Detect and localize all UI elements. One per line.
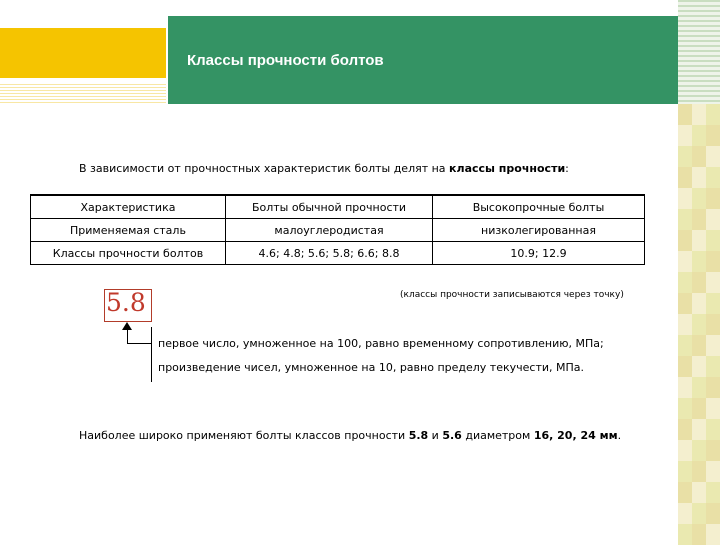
stripe-cell <box>706 209 720 230</box>
stripe-cell <box>706 104 720 125</box>
stripe-cell <box>692 125 706 146</box>
summary-part: и <box>428 429 443 442</box>
stripe-row <box>678 377 720 398</box>
stripe-cell <box>678 293 692 314</box>
intro-bold: классы прочности <box>449 162 566 175</box>
stripe-row <box>678 524 720 545</box>
table-row <box>31 219 645 242</box>
stripe-cell <box>692 461 706 482</box>
stripe-cell <box>706 146 720 167</box>
stripe-cell <box>678 419 692 440</box>
stripe-row <box>678 104 720 125</box>
table-header-row <box>31 195 645 219</box>
stripe-cell <box>692 482 706 503</box>
stripe-cell <box>706 167 720 188</box>
stripe-row <box>678 209 720 230</box>
stripe-cell <box>706 419 720 440</box>
summary-bold: 5.8 <box>408 429 429 442</box>
stripe-cell <box>678 230 692 251</box>
stripe-cell <box>678 503 692 524</box>
stripe-row <box>678 230 720 251</box>
stripe-cell <box>706 377 720 398</box>
summary-bold: 16, 20, 24 мм <box>533 429 618 442</box>
stripe-cell <box>678 209 692 230</box>
bracket-vertical <box>151 327 152 382</box>
stripe-row <box>678 188 720 209</box>
stripe-row <box>678 398 720 419</box>
stripe-cell <box>692 356 706 377</box>
header-yellow-lines <box>0 84 166 104</box>
summary-part: Наиболее широко применяют болты классов прочности <box>79 429 409 442</box>
notation-note: (классы прочности записываются через точку) <box>400 290 624 300</box>
table-cell: 4.6; 4.8; 5.6; 5.8; 6.6; 8.8 <box>226 242 433 265</box>
stripe-cell <box>692 293 706 314</box>
stripe-cell <box>692 104 706 125</box>
stripe-row <box>678 125 720 146</box>
slide-title: Классы прочности болтов <box>187 52 384 69</box>
stripe-cell <box>692 377 706 398</box>
stripe-cell <box>678 251 692 272</box>
stripe-cell <box>706 482 720 503</box>
stripe-cell <box>692 503 706 524</box>
stripe-row <box>678 482 720 503</box>
stripe-row <box>678 503 720 524</box>
stripe-row <box>678 419 720 440</box>
stripe-cell <box>706 398 720 419</box>
table-cell: Применяемая сталь <box>31 219 226 242</box>
stripe-cell <box>706 314 720 335</box>
header-stripes <box>678 0 720 104</box>
stripe-cell <box>678 482 692 503</box>
stripe-cell <box>706 188 720 209</box>
stripe-cell <box>706 251 720 272</box>
stripe-cell <box>678 377 692 398</box>
summary-part: . <box>617 429 622 442</box>
stripe-cell <box>692 188 706 209</box>
table-header-cell: Характеристика <box>31 195 226 219</box>
stripe-cell <box>692 209 706 230</box>
stripe-cell <box>706 503 720 524</box>
summary-text <box>79 429 621 442</box>
table-cell: малоуглеродистая <box>226 219 433 242</box>
stripe-cell <box>692 272 706 293</box>
stripe-cell <box>692 524 706 545</box>
explanation-first-number: первое число, умноженное на 100, равно временному сопротивлению, МПа; <box>158 337 604 350</box>
table-header-cell: Высокопрочные болты <box>433 195 645 219</box>
stripe-cell <box>678 440 692 461</box>
stripe-cell <box>692 335 706 356</box>
explanation-product: произведение чисел, умноженное на 10, равно пределу текучести, МПа. <box>158 361 584 374</box>
stripe-cell <box>692 251 706 272</box>
stripe-cell <box>678 146 692 167</box>
table-cell: Классы прочности болтов <box>31 242 226 265</box>
stripe-cell <box>706 440 720 461</box>
stripe-cell <box>692 419 706 440</box>
table-cell: низколегированная <box>433 219 645 242</box>
intro-text <box>79 162 569 175</box>
stripe-cell <box>678 125 692 146</box>
stripe-cell <box>706 125 720 146</box>
stripe-row <box>678 440 720 461</box>
bracket-horizontal <box>127 343 151 344</box>
header-divider <box>166 0 168 104</box>
side-decoration <box>678 104 720 540</box>
stripe-row <box>678 335 720 356</box>
stripe-row <box>678 461 720 482</box>
strength-classes-table <box>30 194 645 265</box>
stripe-cell <box>706 356 720 377</box>
table-cell: 10.9; 12.9 <box>433 242 645 265</box>
table-header-cell: Болты обычной прочности <box>226 195 433 219</box>
stripe-cell <box>678 335 692 356</box>
stripe-cell <box>678 356 692 377</box>
stripe-row <box>678 251 720 272</box>
stripe-cell <box>706 461 720 482</box>
stripe-cell <box>692 314 706 335</box>
intro-end: : <box>565 162 569 175</box>
stripe-cell <box>678 314 692 335</box>
summary-bold: 5.6 <box>442 429 462 442</box>
stripe-cell <box>706 293 720 314</box>
stripe-cell <box>678 398 692 419</box>
stripe-cell <box>692 167 706 188</box>
stripe-cell <box>678 104 692 125</box>
intro-plain: В зависимости от прочностных характеристик болты делят на <box>79 162 450 175</box>
summary-part: диаметром <box>461 429 534 442</box>
stripe-cell <box>692 398 706 419</box>
table-row <box>31 242 645 265</box>
stripe-cell <box>692 230 706 251</box>
stripe-cell <box>692 440 706 461</box>
stripe-row <box>678 167 720 188</box>
stripe-row <box>678 314 720 335</box>
example-class-value: 5.8 <box>106 288 146 317</box>
stripe-cell <box>692 146 706 167</box>
stripe-cell <box>706 230 720 251</box>
header-yellow-block <box>0 28 166 78</box>
stripe-row <box>678 356 720 377</box>
stripe-cell <box>678 167 692 188</box>
stripe-cell <box>678 524 692 545</box>
stripe-row <box>678 272 720 293</box>
stripe-cell <box>706 524 720 545</box>
stripe-cell <box>706 272 720 293</box>
stripe-cell <box>678 272 692 293</box>
stripe-row <box>678 146 720 167</box>
bracket-stem <box>127 329 128 343</box>
stripe-cell <box>678 188 692 209</box>
stripe-row <box>678 293 720 314</box>
stripe-cell <box>678 461 692 482</box>
stripe-cell <box>706 335 720 356</box>
